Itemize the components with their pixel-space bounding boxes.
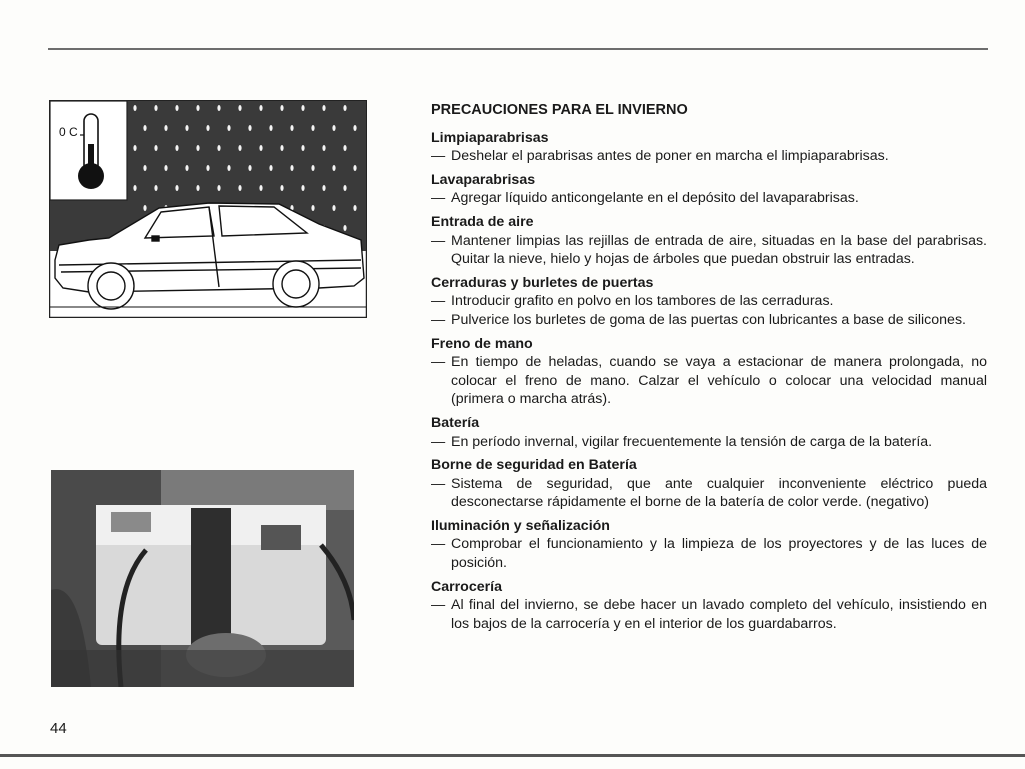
snowflake xyxy=(196,185,199,191)
battery-photo xyxy=(51,470,354,687)
section-item xyxy=(431,232,987,269)
snowflake xyxy=(185,125,188,131)
bullet-dash: — xyxy=(431,232,446,249)
section-heading: Iluminación y señalización xyxy=(431,517,610,534)
snowflake xyxy=(259,185,262,191)
snowflake xyxy=(154,185,157,191)
snowflake xyxy=(133,185,136,191)
bottom-rule xyxy=(0,754,1025,757)
section-item-text: Deshelar el parabrisas antes de poner en marcha el limpiaparabrisas. xyxy=(451,148,889,165)
section-item xyxy=(431,433,987,452)
snowflake xyxy=(301,185,304,191)
snowflake xyxy=(322,105,325,111)
section-item xyxy=(431,475,987,512)
section xyxy=(431,335,987,409)
section xyxy=(431,517,987,573)
section-item-text: Introducir grafito en polvo en los tambores de las cerraduras. xyxy=(451,293,834,310)
section-heading: Borne de seguridad en Batería xyxy=(431,457,637,474)
content-column xyxy=(431,101,987,638)
snowflake xyxy=(343,145,346,151)
snowflake xyxy=(248,165,251,171)
snowflake xyxy=(322,145,325,151)
bullet-dash: — xyxy=(431,354,446,371)
section-heading: Limpiaparabrisas xyxy=(431,129,549,146)
snowflake xyxy=(353,125,356,131)
snowflake xyxy=(311,205,314,211)
section-heading: Entrada de aire xyxy=(431,213,534,230)
snowflake xyxy=(311,165,314,171)
snowflake xyxy=(196,145,199,151)
snowflake xyxy=(238,145,241,151)
section xyxy=(431,578,987,634)
snowflake xyxy=(343,225,346,231)
snowflake xyxy=(301,145,304,151)
section-list xyxy=(431,129,987,634)
snowflake xyxy=(154,145,157,151)
snowflake xyxy=(238,105,241,111)
section xyxy=(431,274,987,330)
snowflake xyxy=(143,125,146,131)
snowflake xyxy=(227,165,230,171)
snowflake xyxy=(206,125,209,131)
bullet-dash: — xyxy=(431,190,446,207)
snowflake xyxy=(311,125,314,131)
snowflake xyxy=(217,185,220,191)
bullet-dash: — xyxy=(431,148,446,165)
snowflake xyxy=(259,145,262,151)
section-item-text: Al final del invierno, se debe hacer un lavado completo del vehículo, insistiendo en los bajos de la carrocería y en el interior de los guardabarros. xyxy=(451,597,987,632)
page-title: PRECAUCIONES PARA EL INVIERNO xyxy=(431,102,688,118)
section-item-text: Pulverice los burletes de goma de las puertas con lubricantes a base de silicones. xyxy=(451,311,966,328)
snowflake xyxy=(206,165,209,171)
section-item-text: En tiempo de heladas, cuando se vaya a estacionar de manera prolongada, no colocar el freno de mano. Calzar el vehículo o colocar una velocidad manual (primera o marcha atrás). xyxy=(451,354,987,408)
temperature-label: 0 C xyxy=(59,125,78,139)
section-heading: Freno de mano xyxy=(431,335,533,352)
snowflake xyxy=(143,205,146,211)
section xyxy=(431,414,987,451)
bullet-dash: — xyxy=(431,475,446,492)
snowflake xyxy=(143,165,146,171)
snowflake xyxy=(280,105,283,111)
section-item xyxy=(431,147,987,166)
snowflake xyxy=(280,145,283,151)
snowflake xyxy=(290,165,293,171)
section xyxy=(431,456,987,512)
snowflake xyxy=(217,105,220,111)
section-item xyxy=(431,292,987,311)
section-item xyxy=(431,353,987,409)
winter-car-illustration xyxy=(49,100,367,318)
snowflake xyxy=(133,105,136,111)
bullet-dash: — xyxy=(431,433,446,450)
snowflake xyxy=(290,125,293,131)
snowflake xyxy=(332,205,335,211)
bullet-dash: — xyxy=(431,293,446,310)
snowflake xyxy=(227,125,230,131)
snowflake xyxy=(280,185,283,191)
snowflake xyxy=(343,185,346,191)
section-heading: Batería xyxy=(431,414,480,431)
snowflake xyxy=(332,125,335,131)
snowflake xyxy=(269,165,272,171)
page-number: 44 xyxy=(50,720,67,737)
section-item xyxy=(431,535,987,572)
section-item xyxy=(431,189,987,208)
bullet-dash: — xyxy=(431,536,446,553)
bullet-dash: — xyxy=(431,311,446,328)
snowflake xyxy=(175,145,178,151)
snowflake xyxy=(353,165,356,171)
snowflake xyxy=(259,105,262,111)
snowflake xyxy=(164,165,167,171)
top-rule xyxy=(48,48,988,50)
section xyxy=(431,129,987,166)
snowflake xyxy=(217,145,220,151)
snowflake xyxy=(175,185,178,191)
section-heading: Carrocería xyxy=(431,578,502,595)
snowflake xyxy=(154,105,157,111)
section-item xyxy=(431,311,987,330)
section xyxy=(431,213,987,269)
snowflake xyxy=(332,165,335,171)
snowflake xyxy=(248,125,251,131)
section-heading: Lavaparabrisas xyxy=(431,171,536,188)
snowflake xyxy=(322,185,325,191)
section-item-text: Mantener limpias las rejillas de entrada de aire, situadas en la base del parabrisas. Quitar la nieve, hielo y hojas de árboles que puedan obstruir las entradas. xyxy=(451,232,987,268)
snowflake xyxy=(269,125,272,131)
snowflake xyxy=(353,205,356,211)
snowflake xyxy=(185,165,188,171)
section-item-text: Agregar líquido anticongelante en el depósito del lavaparabrisas. xyxy=(451,190,859,207)
section-item-text: Comprobar el funcionamiento y la limpieza de los proyectores y de las luces de posición. xyxy=(451,536,987,572)
snowflake xyxy=(343,105,346,111)
section-item-text: Sistema de seguridad, que ante cualquier inconveniente eléctrico pueda desconectarse rápidamente el borne de la batería de color verde. (negativo) xyxy=(451,475,987,511)
snowflake xyxy=(196,105,199,111)
snowflake xyxy=(301,105,304,111)
snowflake xyxy=(133,145,136,151)
snowflake xyxy=(238,185,241,191)
section-item xyxy=(431,596,987,633)
section-heading: Cerraduras y burletes de puertas xyxy=(431,274,654,291)
snowflake xyxy=(175,105,178,111)
section xyxy=(431,171,987,208)
section-item-text: En período invernal, vigilar frecuentemente la tensión de carga de la batería. xyxy=(451,433,933,450)
snowflake xyxy=(164,125,167,131)
bullet-dash: — xyxy=(431,597,446,614)
